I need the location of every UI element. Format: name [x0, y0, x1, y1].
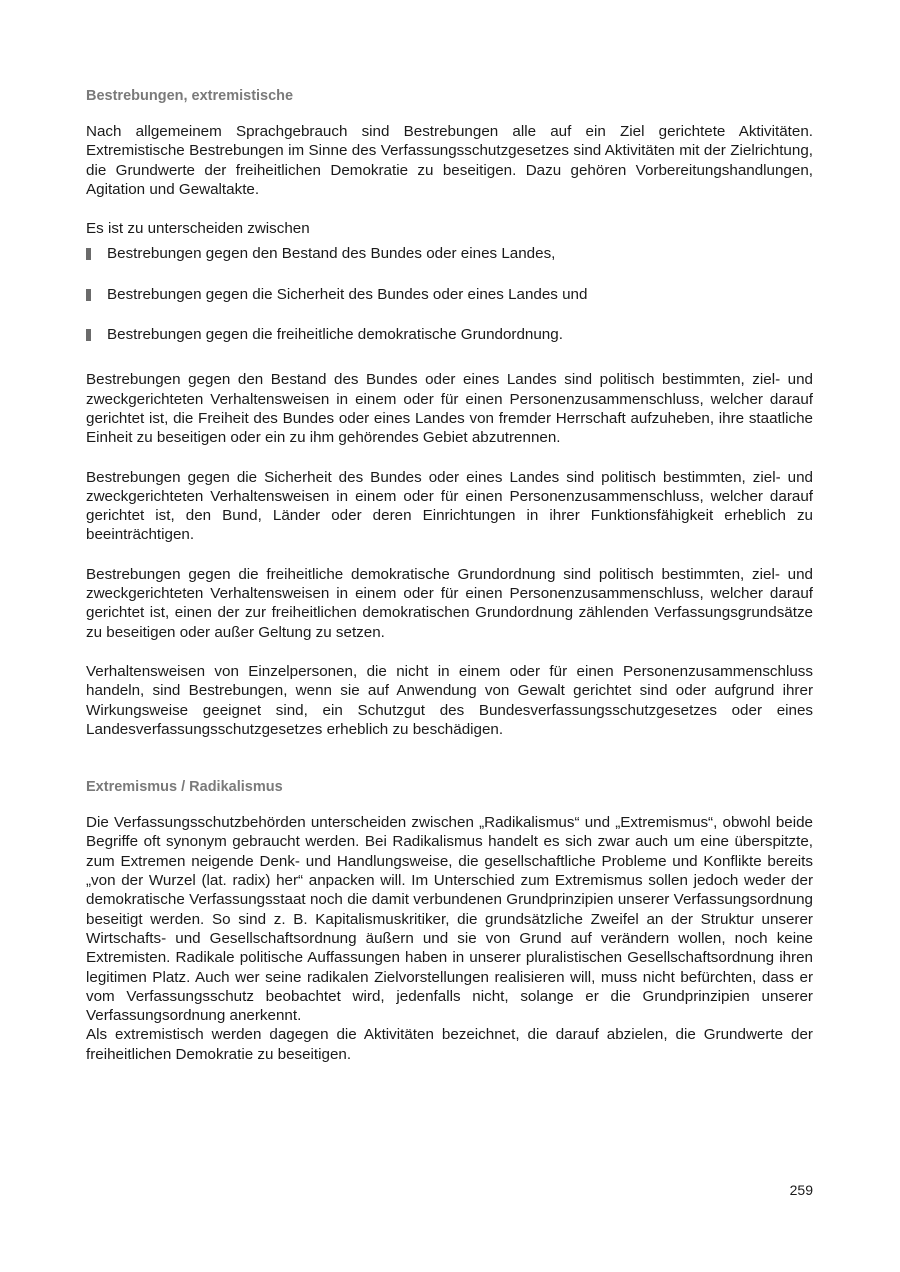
list-item-text: Bestrebungen gegen den Bestand des Bundes oder eines Landes, — [107, 245, 556, 263]
list-item-text: Bestrebungen gegen die freiheitliche demokratische Grundordnung. — [107, 326, 563, 344]
paragraph-radikalismus: Die Verfassungsschutzbehörden unterscheiden zwischen „Radikalismus“ und „Extremismus“, obwohl beide Begriffe oft synonym gebraucht werden. Bei Radikalismus handelt es sich zwar auch um eine überspitzte, zum Extremen neigende Denk- und Handlungsweise, die gesellschaftliche Probleme und Konflikte bereits „von der Wurzel (lat. radix) her“ anpacken will. Im Unterschied zum Extremismus sollen jedoch weder der demokratische Verfassungsstaat noch die damit verbundenen Grundprinzipien unserer Verfassungsordnung beseitigt werden. So sind z. B. Kapitalismuskritiker, die grundsätzliche Zweifel an der Struktur unserer Wirtschafts- und Gesellschaftsordnung äußern und sie von Grund auf verändern wollen, noch keine Extremisten. Radikale politische Auffassungen haben in unserer pluralistischen Gesellschaftsordnung ihren legitimen Platz. Auch wer seine radikalen Zielvorstellungen realisieren will, muss nicht befürchten, dass er vom Verfassungsschutz beobachtet wird, jedenfalls nicht, solange er die Grundprinzipien unserer Verfassungsordnung anerkennt. — [86, 814, 813, 1025]
list-item — [86, 325, 813, 344]
paragraph-bestrebungen-definition: Nach allgemeinem Sprachgebrauch sind Bestrebungen alle auf ein Ziel gerichtete Aktivitäten. Extremistische Bestrebungen im Sinne des Verfassungsschutzgesetzes sind Aktivitäten mit der Zielrichtung, die Grundwerte der freiheitlichen Demokratie zu beseitigen. Dazu gehören Vorbereitungshandlungen, Agitation und Gewaltakte. — [86, 123, 813, 198]
paragraph-grundordnung: Bestrebungen gegen die freiheitliche demokratische Grundordnung sind politisch bestimmten, ziel- und zweckgerichteten Verhaltensweisen in einem oder für einen Personenzusammenschluss, welcher darauf gerichtet ist, einen der zur freiheitlichen demokratischen Grundordnung zählenden Verfassungsgrundsätze zu beseitigen oder außer Geltung zu setzen. — [86, 565, 813, 641]
paragraph-einzelpersonen: Verhaltensweisen von Einzelpersonen, die nicht in einem oder für einen Personenzusammenschluss handeln, sind Bestrebungen, wenn sie auf Anwendung von Gewalt gerichtet sind oder aufgrund ihrer Wirkungsweise geeignet sind, ein Schutzgut des Bundesverfassungsschutzgesetzes oder eines Landesverfassungsschutzgesetzes erheblich zu beschädigen. — [86, 662, 813, 738]
list-intro: Es ist zu unterscheiden zwischen — [86, 220, 310, 238]
list-item — [86, 244, 813, 263]
list-item-text: Bestrebungen gegen die Sicherheit des Bundes oder eines Landes und — [107, 285, 588, 303]
paragraph-bestand: Bestrebungen gegen den Bestand des Bundes oder eines Landes sind politisch bestimmten, ziel- und zweckgerichteten Verhaltensweisen in einem oder für einen Personenzusammenschluss, welcher darauf gerichtet ist, die Freiheit des Bundes oder eines Landes von fremder Herrschaft aufzuheben, ihre staatliche Einheit zu beseitigen oder ein zu ihm gehörendes Gebiet abzutrennen. — [86, 371, 813, 447]
bullet-marker-icon — [86, 289, 91, 301]
document-page — [86, 87, 813, 1064]
paragraph-sicherheit: Bestrebungen gegen die Sicherheit des Bundes oder eines Landes sind politisch bestimmten, ziel- und zweckgerichteten Verhaltensweisen in einem oder für einen Personenzusammenschluss, welcher darauf gerichtet ist, den Bund, Länder oder deren Einrichtungen in ihrer Funktionsfähigkeit erheblich zu beeinträchtigen. — [86, 468, 813, 544]
page-number: 259 — [789, 1182, 813, 1198]
bullet-marker-icon — [86, 248, 91, 260]
bullet-list — [86, 244, 813, 344]
list-item — [86, 285, 813, 304]
bullet-marker-icon — [86, 329, 91, 341]
paragraph-extremistisch: Als extremistisch werden dagegen die Aktivitäten bezeichnet, die darauf abzielen, die Grundwerte der freiheitlichen Demokratie zu beseitigen. — [86, 1026, 813, 1063]
section-heading-bestrebungen: Bestrebungen, extremistische — [86, 88, 294, 104]
section-heading-extremismus: Extremismus / Radikalismus — [86, 779, 283, 796]
